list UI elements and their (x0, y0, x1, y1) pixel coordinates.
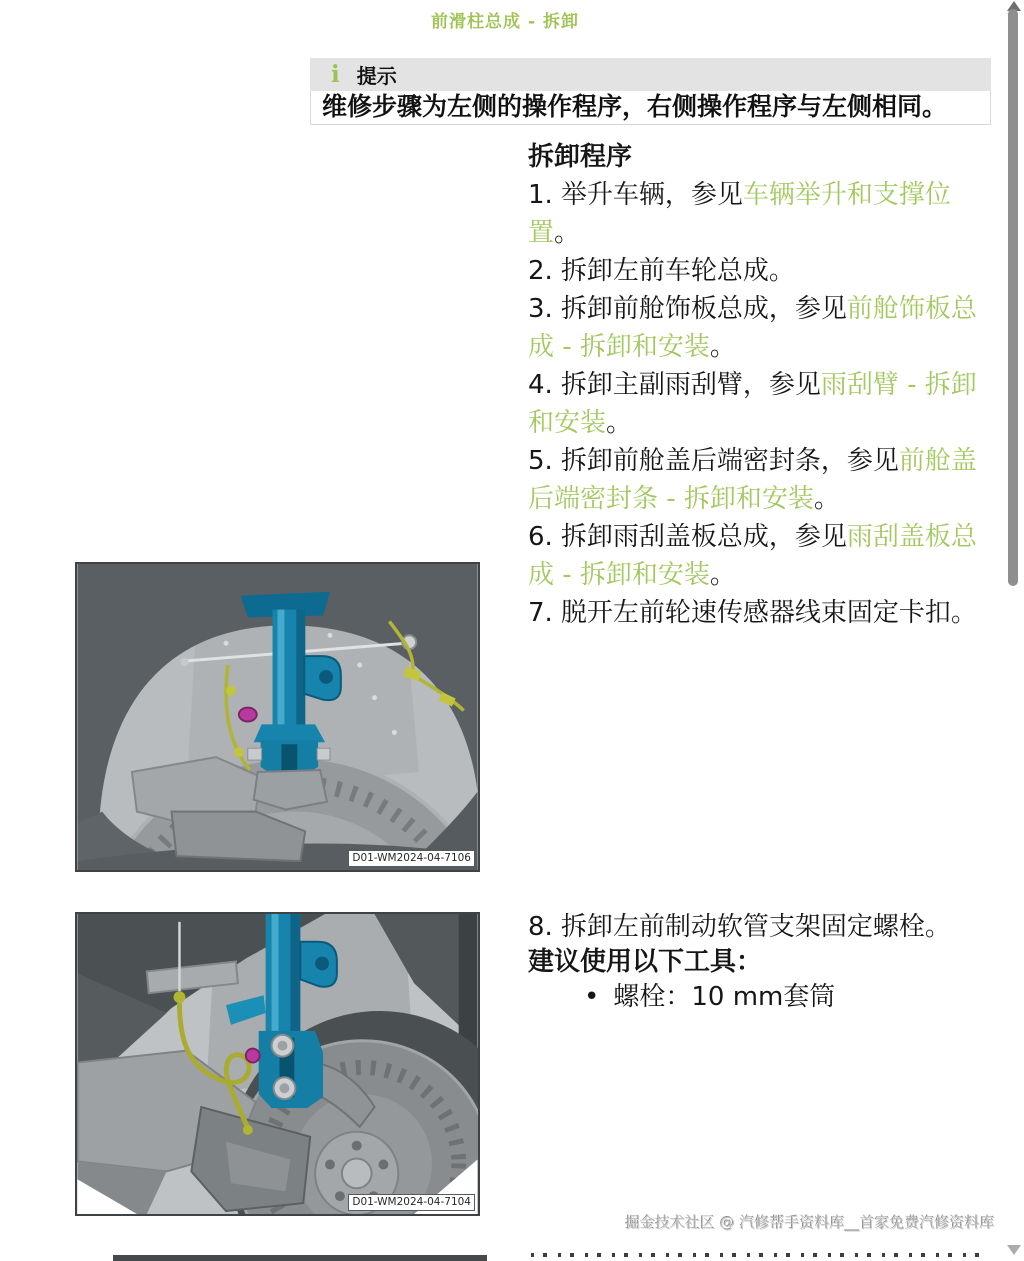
tool-list-item (528, 980, 996, 1015)
strut-brake-hose-illustration (77, 914, 478, 1214)
watermark-text: 掘金技术社区 @ 汽修帮手资料库__首家免费汽修资料库 (625, 1214, 995, 1232)
strut-wheelhouse-illustration (77, 564, 478, 870)
bullet-icon: • (584, 982, 600, 1012)
step-1 (528, 176, 996, 252)
scrollbar[interactable] (1004, 0, 1024, 1261)
step-number: 5. (528, 446, 553, 476)
step-tail: 。 (813, 484, 840, 514)
link-wiper-arm[interactable]: 雨刮臂 - 拆卸和安装 (528, 370, 977, 438)
tip-header (310, 58, 991, 91)
step-text: 举升车辆，参见 (560, 180, 743, 210)
step-text: 拆卸雨刮盖板总成，参见 (560, 522, 847, 552)
step-number: 7. (528, 598, 553, 628)
step-tail: 。 (709, 560, 736, 590)
info-icon: i (331, 61, 340, 88)
step-number: 8. (528, 912, 553, 942)
step-text: 拆卸左前制动软管支架固定螺栓。 (560, 912, 951, 942)
step-number: 2. (528, 256, 553, 286)
step-5 (528, 442, 996, 518)
tip-box (310, 58, 991, 125)
step-tail: 。 (554, 218, 581, 248)
step-number: 4. (528, 370, 553, 400)
procedure-steps-block (528, 138, 996, 632)
figure-strut-brake-hose (75, 912, 480, 1216)
step-tail: 。 (606, 408, 633, 438)
step-text: 拆卸主副雨刮臂，参见 (560, 370, 821, 400)
tools-heading: 建议使用以下工具： (528, 947, 763, 977)
figure-label: D01-WM2024-04-7106 (348, 850, 475, 867)
step-number: 6. (528, 522, 553, 552)
link-vehicle-lift-position[interactable]: 车辆举升和支撑位置 (528, 180, 951, 248)
tip-title: 提示 (356, 64, 397, 88)
step-8 (528, 910, 996, 945)
step-3 (528, 290, 996, 366)
step-tail: 。 (709, 332, 736, 362)
page-title: 前滑柱总成 - 拆卸 (431, 12, 579, 32)
figure-strut-wheelhouse (75, 562, 480, 872)
step-2 (528, 252, 996, 290)
step-text: 拆卸左前车轮总成。 (560, 256, 795, 286)
step-4 (528, 366, 996, 442)
step-6 (528, 518, 996, 594)
scrollbar-thumb[interactable] (1008, 9, 1018, 586)
step-number: 1. (528, 180, 553, 210)
step-text: 拆卸前舱盖后端密封条，参见 (560, 446, 899, 476)
step-text: 脱开左前轮速传感器线束固定卡扣。 (560, 598, 977, 628)
link-wiper-cowl-panel[interactable]: 雨刮盖板总成 - 拆卸和安装 (528, 522, 977, 590)
figure-label: D01-WM2024-04-7104 (348, 1194, 475, 1211)
step-text: 拆卸前舱饰板总成，参见 (560, 294, 847, 324)
step-7 (528, 594, 996, 632)
clipped-text-top (531, 1253, 987, 1257)
next-figure-top-edge (113, 1255, 487, 1261)
tool-text: 螺栓：10 mm套筒 (613, 982, 836, 1012)
link-hood-rear-seal[interactable]: 前舱盖后端密封条 - 拆卸和安装 (528, 446, 977, 514)
tip-body-text: 维修步骤为左侧的操作程序，右侧操作程序与左侧相同。 (310, 91, 991, 125)
scroll-down-arrow-icon[interactable] (1007, 1245, 1021, 1255)
procedure-steps-block-2 (528, 910, 996, 1015)
link-front-cowl-trim[interactable]: 前舱饰板总成 - 拆卸和安装 (528, 294, 977, 362)
procedure-heading: 拆卸程序 (528, 142, 633, 172)
step-number: 3. (528, 294, 553, 324)
